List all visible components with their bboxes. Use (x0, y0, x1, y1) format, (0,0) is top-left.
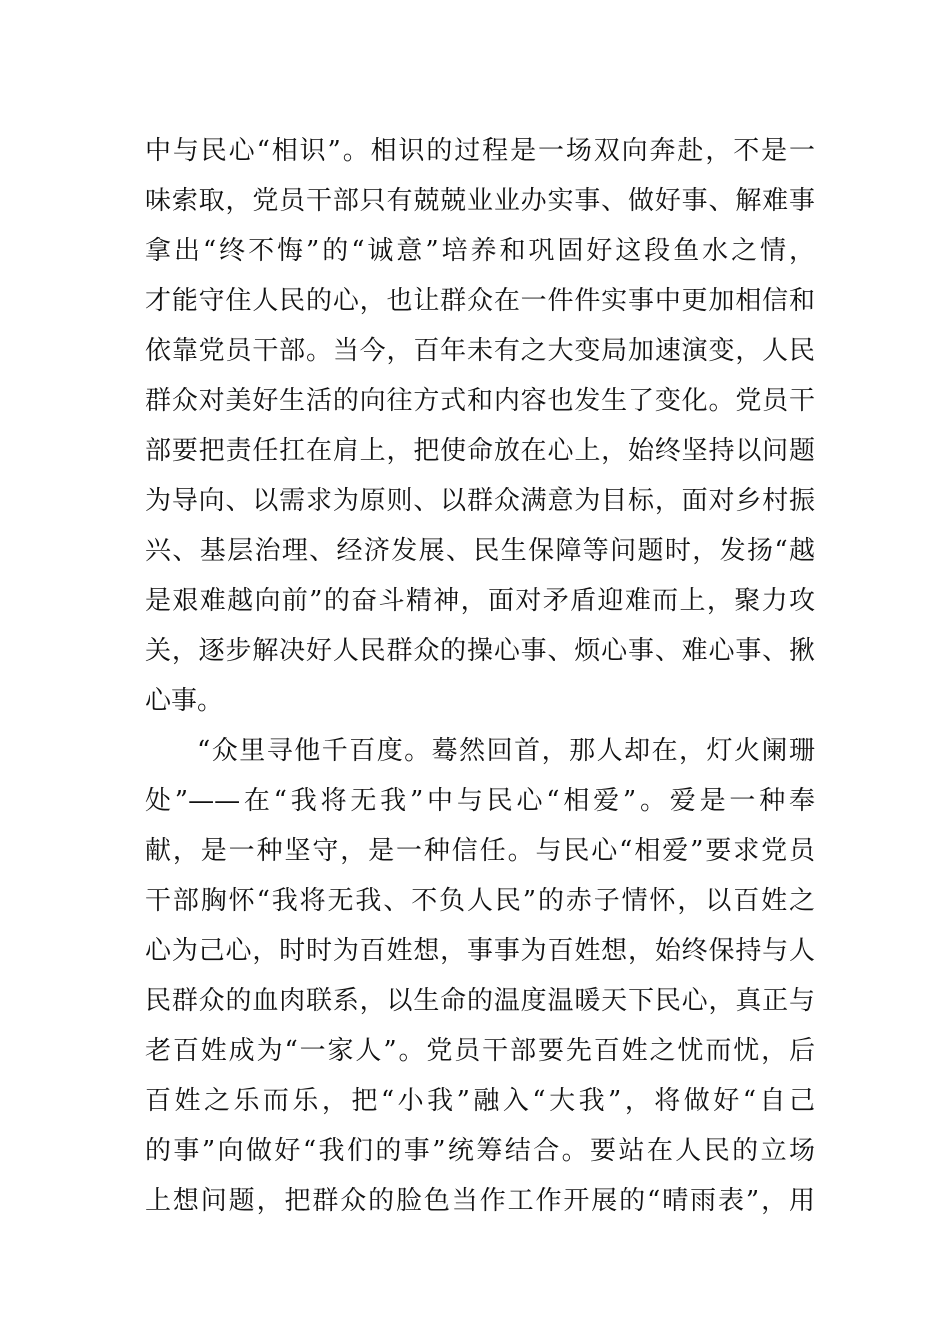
text-line: 的事”向做好“我们的事”统筹结合。要站在人民的立场 (145, 1136, 815, 1166)
text-line: 老百姓成为“一家人”。党员干部要先百姓之忧而忧，后 (145, 1036, 815, 1066)
text-line: 部要把责任扛在肩上，把使命放在心上，始终坚持以问题 (145, 436, 815, 466)
text-line: 拿出“终不悔”的“诚意”培养和巩固好这段鱼水之情， (145, 236, 815, 266)
text-line-paragraph-end: 心事。 (145, 686, 224, 716)
text-line: 处”——在“我将无我”中与民心“相爱”。爱是一种奉 (145, 786, 815, 816)
text-line: 为导向、以需求为原则、以群众满意为目标，面对乡村振 (145, 486, 815, 516)
text-line: 群众对美好生活的向往方式和内容也发生了变化。党员干 (145, 386, 815, 416)
text-line: 干部胸怀“我将无我、不负人民”的赤子情怀，以百姓之 (145, 886, 815, 916)
text-line: 献，是一种坚守，是一种信任。与民心“相爱”要求党员 (145, 836, 815, 866)
text-line: 是艰难越向前”的奋斗精神，面对矛盾迎难而上，聚力攻 (145, 586, 815, 616)
text-line: 百姓之乐而乐，把“小我”融入“大我”，将做好“自己 (145, 1086, 815, 1116)
text-line: 味索取，党员干部只有兢兢业业办实事、做好事、解难事 (145, 186, 815, 216)
text-line: 上想问题，把群众的脸色当作工作开展的“晴雨表”，用 (145, 1186, 815, 1216)
text-line: 关，逐步解决好人民群众的操心事、烦心事、难心事、揪 (145, 636, 815, 666)
text-line: 兴、基层治理、经济发展、民生保障等问题时，发扬“越 (145, 536, 815, 566)
text-line: 民群众的血肉联系，以生命的温度温暖天下民心，真正与 (145, 986, 815, 1016)
text-line: 才能守住人民的心，也让群众在一件件实事中更加相信和 (145, 286, 815, 316)
text-line-paragraph-start: “众里寻他千百度。蓦然回首，那人却在，灯火阑珊 (197, 736, 815, 766)
text-line: 依靠党员干部。当今，百年未有之大变局加速演变，人民 (145, 336, 815, 366)
text-line: 心为己心，时时为百姓想，事事为百姓想，始终保持与人 (145, 936, 815, 966)
text-line: 中与民心“相识”。相识的过程是一场双向奔赴，不是一 (145, 136, 815, 166)
